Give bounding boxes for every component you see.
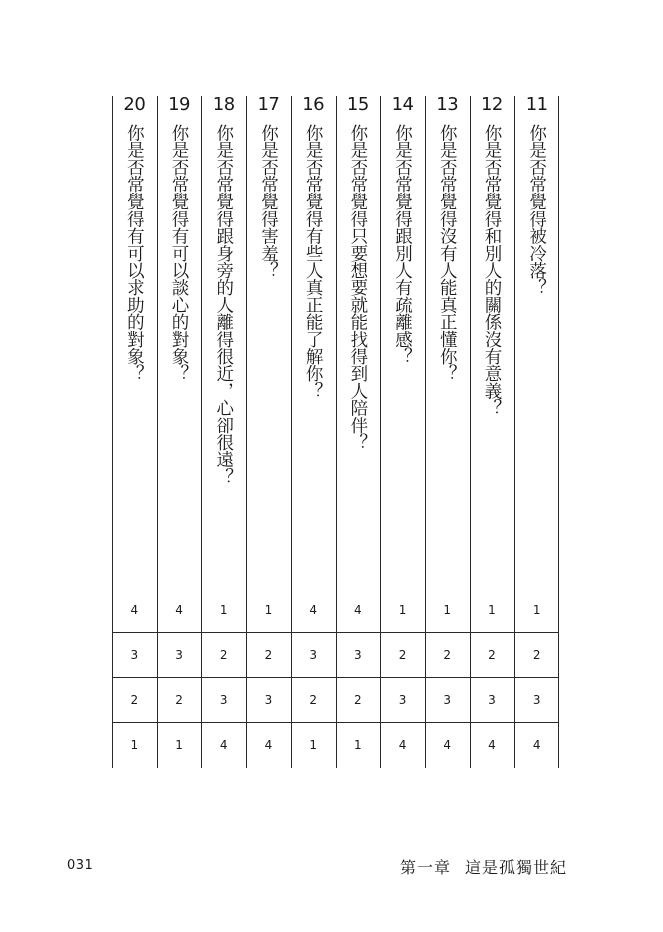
question-column xyxy=(470,96,515,768)
question-column xyxy=(425,96,470,768)
score-cell: 2 xyxy=(488,648,496,662)
question-column xyxy=(246,96,291,768)
chapter-label: 第一章 xyxy=(400,858,452,877)
score-cell: 1 xyxy=(175,738,183,752)
score-cell: 2 xyxy=(309,693,317,707)
question-text: 你是否常覺得有可以談心的對象？ xyxy=(169,124,190,383)
question-number: 19 xyxy=(168,94,190,115)
score-cell: 2 xyxy=(532,648,541,662)
score-cell: 1 xyxy=(488,603,496,617)
question-text: 你是否常覺得有可以求助的對象？ xyxy=(124,124,145,383)
score-cell: 3 xyxy=(219,693,228,707)
questionnaire-table xyxy=(112,96,559,768)
score-cell: 4 xyxy=(398,738,407,752)
score-cell: 3 xyxy=(443,693,452,707)
score-cell: 3 xyxy=(398,693,407,707)
question-text: 你是否常覺得和別人的關係沒有意義？ xyxy=(481,124,502,417)
question-number: 17 xyxy=(257,94,280,115)
question-column xyxy=(157,96,202,768)
question-number: 14 xyxy=(391,94,414,115)
score-cell: 4 xyxy=(354,603,362,617)
score-cell: 1 xyxy=(398,603,407,617)
score-cell: 1 xyxy=(130,738,139,752)
score-cell: 2 xyxy=(219,648,228,662)
score-cell: 3 xyxy=(175,648,183,662)
question-text: 你是否常覺得沒有人能真正懂你？ xyxy=(437,124,458,383)
question-number: 11 xyxy=(525,94,548,115)
score-cell: 3 xyxy=(130,648,139,662)
score-cell: 3 xyxy=(488,693,496,707)
score-cell: 2 xyxy=(264,648,273,662)
score-cell: 3 xyxy=(309,648,317,662)
question-number: 18 xyxy=(212,94,235,115)
question-column xyxy=(201,96,246,768)
running-footer xyxy=(400,855,567,878)
question-column xyxy=(336,96,381,768)
question-text: 你是否常覺得跟身旁的人離得很近，心卻很遠？ xyxy=(213,124,234,486)
question-column xyxy=(380,96,425,768)
question-column xyxy=(514,96,559,768)
score-cell: 3 xyxy=(532,693,541,707)
question-number: 13 xyxy=(436,94,459,115)
question-text: 你是否常覺得有些人真正能了解你？ xyxy=(303,124,324,400)
score-cell: 4 xyxy=(264,738,273,752)
score-cell: 2 xyxy=(354,693,362,707)
score-cell: 4 xyxy=(219,738,228,752)
score-cell: 4 xyxy=(532,738,541,752)
score-cell: 1 xyxy=(532,603,541,617)
score-cell: 3 xyxy=(354,648,362,662)
score-cell: 4 xyxy=(443,738,452,752)
score-cell: 2 xyxy=(443,648,452,662)
score-cell: 1 xyxy=(309,738,317,752)
chapter-title: 這是孤獨世紀 xyxy=(465,858,568,877)
score-cell: 4 xyxy=(130,603,139,617)
question-number: 16 xyxy=(302,94,325,115)
question-number: 20 xyxy=(123,94,146,115)
score-cell: 4 xyxy=(175,603,183,617)
question-number: 12 xyxy=(480,94,503,115)
question-column xyxy=(291,96,336,768)
score-cell: 1 xyxy=(219,603,228,617)
score-cell: 1 xyxy=(443,603,452,617)
page-number: 031 xyxy=(67,858,94,873)
score-cell: 2 xyxy=(175,693,183,707)
score-cell: 1 xyxy=(264,603,273,617)
question-text: 你是否常覺得被冷落？ xyxy=(526,124,547,297)
score-cell: 3 xyxy=(264,693,273,707)
score-cell: 4 xyxy=(309,603,317,617)
question-text: 你是否常覺得只要想要就能找得到人陪伴？ xyxy=(347,124,368,451)
score-cell: 4 xyxy=(488,738,496,752)
question-number: 15 xyxy=(346,94,369,115)
question-text: 你是否常覺得跟別人有疏離感？ xyxy=(392,124,413,365)
score-cell: 2 xyxy=(398,648,407,662)
score-cell: 1 xyxy=(354,738,362,752)
score-cell: 2 xyxy=(130,693,139,707)
question-text: 你是否常覺得害羞？ xyxy=(258,124,279,279)
question-column xyxy=(112,96,157,768)
